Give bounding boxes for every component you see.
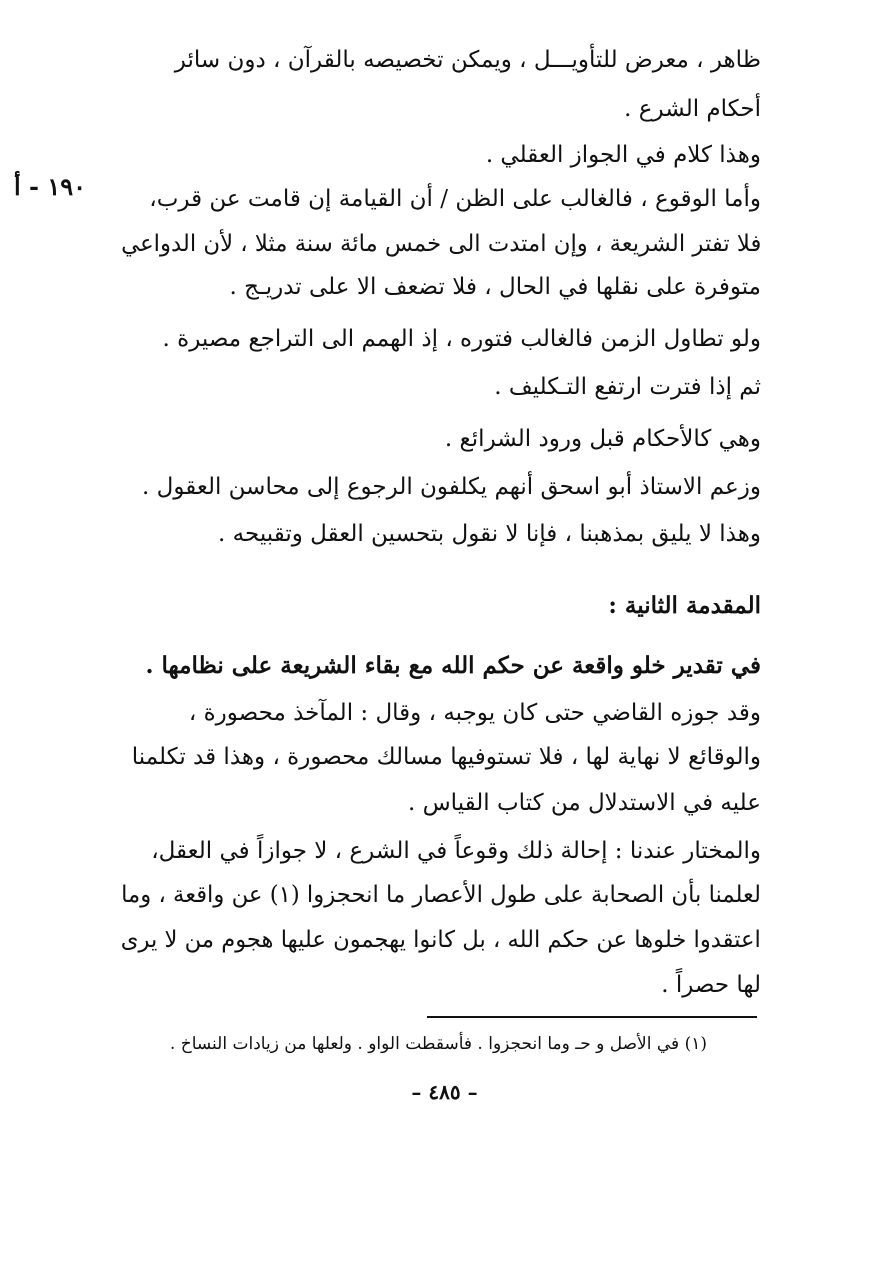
text-line-17: والمختار عندنا : إحالة ذلك وقوعاً في الشرع ، لا جوازاً في العقل،	[151, 838, 761, 864]
page-number: – ٤٨٥ –	[411, 1080, 478, 1104]
text-line-20: لها حصراً .	[661, 972, 761, 998]
footnote-separator	[427, 1016, 757, 1018]
text-line-7: ولو تطاول الزمن فالغالب فتوره ، إذ الهمم الى التراجع مصيرة .	[162, 326, 761, 352]
footnote: (١) في الأصل و حـ وما انحجزوا . فأسقطت الواو . ولعلها من زيادات النساخ .	[169, 1034, 707, 1054]
text-line-8: ثم إذا فترت ارتفع التـكليف .	[494, 374, 761, 400]
text-line-6: متوفرة على نقلها في الحال ، فلا تضعف الا على تدريـج .	[229, 274, 761, 300]
text-line-4: وأما الوقوع ، فالغالب على الظن / أن القيامة إن قامت عن قرب،	[149, 186, 761, 212]
text-line-1: ظاهر ، معرض للتأويـــل ، ويمكن تخصيصه بالقرآن ، دون سائر	[174, 47, 761, 73]
text-line-3: وهذا كلام في الجواز العقلي .	[485, 142, 761, 168]
text-line-5: فلا تفتر الشريعة ، وإن امتدت الى خمس مائة سنة مثلا ، لأن الدواعي	[120, 231, 761, 257]
text-line-14: وقد جوزه القاضي حتى كان يوجبه ، وقال : المآخذ محصورة ،	[188, 700, 761, 726]
text-line-11: وهذا لا يليق بمذهبنا ، فإنا لا نقول بتحسين العقل وتقبيحه .	[218, 521, 761, 547]
text-line-15: والوقائع لا نهاية لها ، فلا تستوفيها مسالك محصورة ، وهذا قد تكلمنا	[131, 744, 761, 770]
text-line-13: في تقدير خلو واقعة عن حكم الله مع بقاء الشريعة على نظامها .	[145, 652, 761, 679]
folio-marginal-note: ١٩٠ - أ	[14, 172, 87, 201]
section-heading: المقدمة الثانية :	[608, 592, 761, 619]
text-line-9: وهي كالأحكام قبل ورود الشرائع .	[444, 426, 761, 452]
text-line-10: وزعم الاستاذ أبو اسحق أنهم يكلفون الرجوع إلى محاسن العقول .	[142, 474, 761, 500]
text-line-2: أحكام الشرع .	[624, 96, 761, 122]
text-line-18: لعلمنا بأن الصحابة على طول الأعصار ما انحجزوا (١) عن واقعة ، وما	[121, 882, 761, 908]
text-line-19: اعتقدوا خلوها عن حكم الله ، بل كانوا يهجمون عليها هجوم من لا يرى	[120, 927, 761, 953]
text-line-16: عليه في الاستدلال من كتاب القياس .	[407, 790, 761, 816]
